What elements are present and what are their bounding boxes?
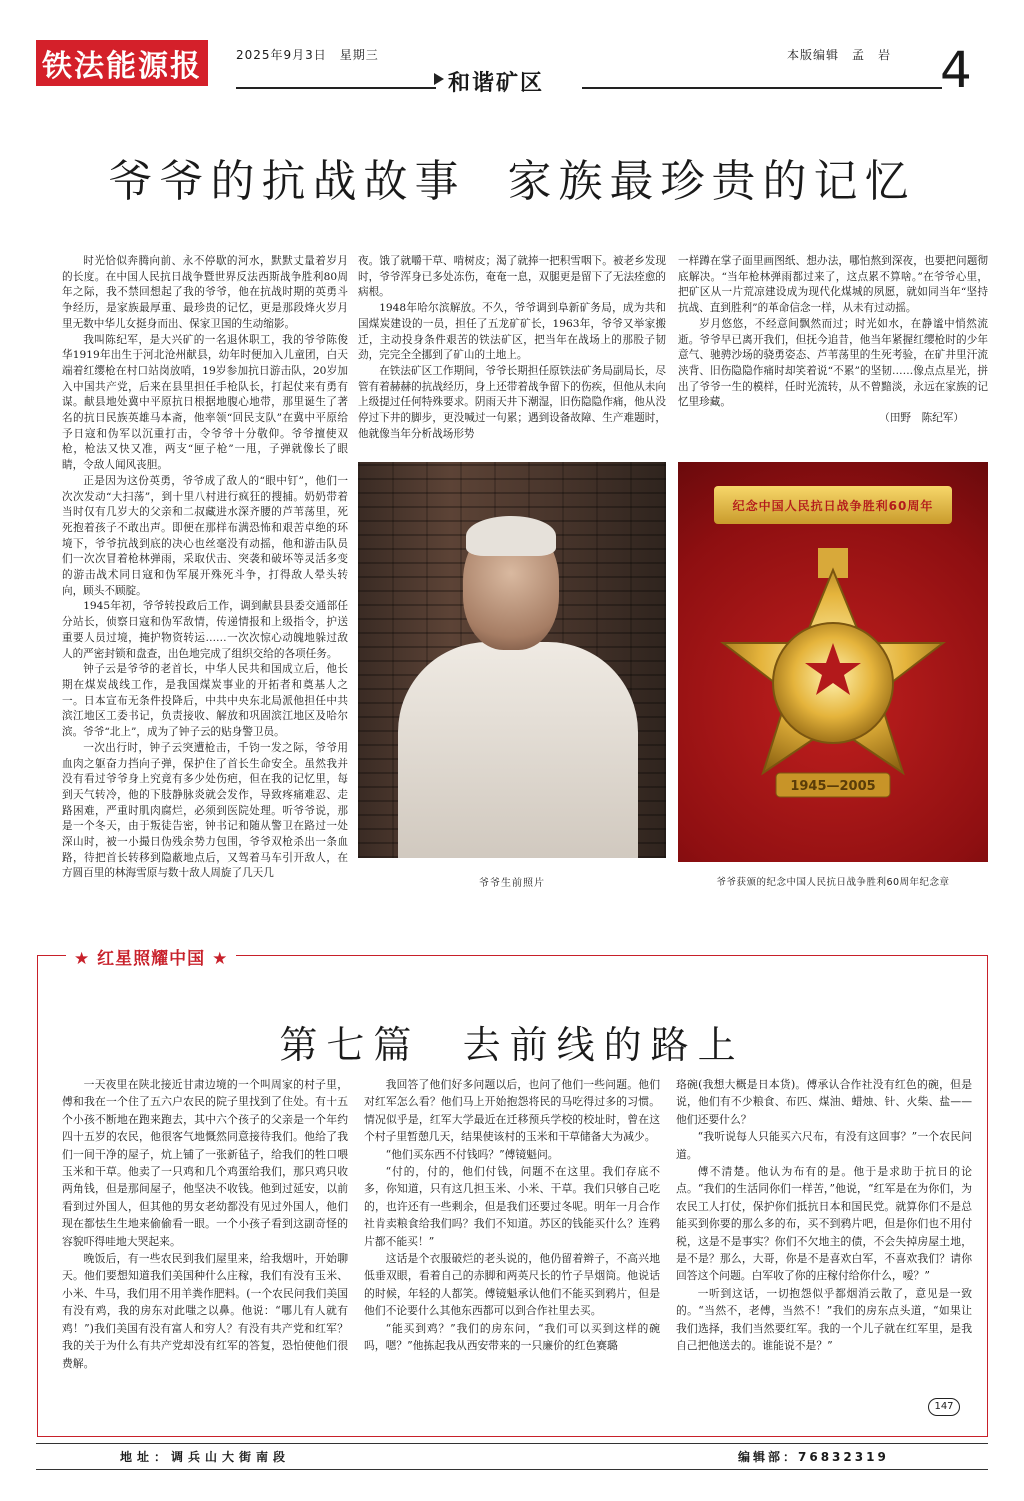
series-title: 第七篇 去前线的路上 [279,1023,745,1067]
paragraph: 一样蹲在掌子面里画图纸、想办法，哪怕熬到深夜，也要把问题彻底解决。“当年枪林弹雨都过来了，这点累不算啥。”在爷爷心里，把矿区从一片荒凉建设成为现代化煤城的夙愿，就如同当年“坚持抗战、直到胜利”的革命信念一样，从未有过动摇。 [678,255,988,315]
paragraph: 我回答了他们好多问题以后，也问了他们一些问题。他们对红军怎么看？他们马上开始抱怨将民的马吃得过多的习惯。情况似乎是，红军大学最近在迁移预兵学校的校址时，曾在这个村子里暂憩几天，结果使该村的玉米和干草储备大为减少。 [364,1078,660,1144]
paragraph: 1948年哈尔滨解放。不久，爷爷调到阜新矿务局，成为共和国煤炭建设的一员，担任了五龙矿矿长，1963年，爷爷又举家搬迁，主动投身条件艰苦的铁法矿区，把当年在战场上的那股子韧劲，完完全全挪到了矿山的土地上。 [358,302,666,362]
article-signature: （田野 陈纪军） [879,412,964,425]
issue-date: 2025年9月3日 星期三 [236,48,379,62]
header-rule-left [236,87,436,89]
page-number: 4 [940,41,972,99]
paragraph: 1945年初，爷爷转投政后工作，调到献县县委交通部任分站长，侦察日寇和伪军敌情，传递情报和上级指令，护送重要人员过境，掩护物资转运……一次次惊心动魄地躲过敌人的严密封锁和盘查，出色地完成了组织交给的各项任务。 [62,600,348,660]
medal-ribbon: 纪念中国人民抗日战争胜利60周年 [714,486,952,524]
paragraph: 珞碗(我想大概是日本货)。傅承认合作社没有红色的碗，但是说，他们有不少粮食、布匹、煤油、蜡烛、针、火柴、盐——他们还要什么？ [676,1078,972,1126]
footer-address: 地址：调兵山大街南段 [120,1450,291,1464]
grandpa-photo [358,462,666,858]
page-editor: 本版编辑 孟 岩 [787,48,892,62]
article-headline: 爷爷的抗战故事 家族最珍贵的记忆 [108,156,916,207]
paragraph: 我叫陈纪军，是大兴矿的一名退休职工，我的爷爷陈俊华1919年出生于河北沧州献县，幼年时便加入儿童团，白天端着红缨枪在村口站岗放哨，19岁参加抗日游击队，20岁加入中国共产党，后来在县里担任手枪队长，打起仗来有勇有谋。献县地处冀中平原抗日根据地腹心地带，那里诞生了著名的抗日民族英雄马本斋，他率领“回民支队”在冀中平原给予日寇和伪军以沉重打击，令爷爷十分敬仰。爷爷擅使双枪，枪法又快又准，两支“匣子枪”一甩，子弹就像长了眼睛，令敌人闻风丧胆。 [62,333,348,472]
series-label: ★ 红星照耀中国 ★ [66,944,236,969]
paragraph: 在铁法矿区工作期间，爷爷长期担任原铁法矿务局副局长，尽管有着赫赫的抗战经历，身上还带着战争留下的伤疾，但他从未向上级提过任何特殊要求。阴雨天井下潮湿，旧伤隐隐作痛，他从没停过下井的脚步，更没喊过一句累；遇到设备故障、生产难题时，他就像当年分析战场形势 [358,364,666,440]
paragraph: 钟子云是爷爷的老首长，中华人民共和国成立后，他长期在煤炭战线工作，是我国煤炭事业的开拓者和奠基人之一。日本宣布无条件投降后，中共中央东北局派他担任中共滨江地区工委书记，负责接收、解放和巩固滨江地区及哈尔滨。爷爷“北上”，成为了钟子云的贴身警卫员。 [62,663,348,739]
paragraph: 一听到这话，一切抱怨似乎都烟消云散了，意见是一致的。“当然不，老傅，当然不！”我们的房东点头道，“如果让我们选择，我们当然要红军。我的一个儿子就在红军里，是我自己把他送去的。谁能说不是？” [676,1286,972,1353]
medal-caption-box [678,862,988,896]
paragraph: 一天夜里在陕北接近甘肃边境的一个叫周家的村子里，傅和我在一个住了五六户农民的院子里找到了住处。有十五个小孩不断地在跑来跑去，其中六个孩子的父亲是一个年约四十五岁的农民，他很客气地慨然同意接待我们。他给了我们一间干净的屋子，炕上铺了一张新毡子，给我们的牲口喂玉米和干草。他卖了一只鸡和几个鸡蛋给我们，那只鸡只收两角钱，但是那间屋子，他坚决不收钱。他到过延安，以前看到过外国人，但其他的男女老幼都没有见过外国人，他们现在都怯生生地来偷偷看一眼。一个小孩子看到这副奇怪的容貌吓得哇地大哭起来。 [62,1078,348,1248]
footer-rule-bottom [36,1469,988,1470]
paragraph: “我听说每人只能买六尺布，有没有这回事？”一个农民问道。 [676,1130,972,1161]
chapter-number-badge: 147 [928,1398,960,1416]
medal-photo-caption: 爷爷获颁的纪念中国人民抗日战争胜利60周年纪念章 [716,877,950,888]
series-column-1 [62,1076,348,1416]
paragraph: 时光恰似奔腾向前、永不停歇的河水，默默丈量着岁月的长度。在中国人民抗日战争暨世界反法西斯战争胜利80周年之际，我不禁回想起了我的爷爷，他在抗战时期的英勇斗争经历，是家族最厚重、最珍贵的记忆，更是那段烽火岁月里无数中华儿女挺身而出、保家卫国的生动缩影。 [62,255,348,330]
masthead-logo: 铁法能源报 [36,40,208,86]
paragraph: 岁月悠悠，不经意间飘然而过；时光如水，在静谧中悄然流逝。爷爷早已离开我们，但抚今追昔，他当年紧握红缨枪时的少年意气、驰骋沙场的骁勇姿态、芦苇荡里的生死考验，在矿井里汗流浃背、旧伤隐隐作痛时却笑着说“不累”的坚韧……像点点星光，拼出了爷爷一生的模样，任时光流转，从不曾黯淡，永远在家族的记忆里珍藏。 [678,317,988,409]
medal-years: 1945—2005 [790,779,876,794]
person-shirt [398,642,638,858]
header-rule-right [582,87,942,89]
article-column-2 [358,254,666,449]
article-column-3 [678,254,988,449]
paragraph: 正是因为这份英勇，爷爷成了敌人的“眼中钉”，他们一次次发动“大扫荡”，到十里八村进行疯狂的搜捕。奶奶带着当时仅有几岁大的父亲和二叔藏进水深齐腰的芦苇荡里，死死抱着孩子不敢出声。即便在那样布满恐怖和艰苦卓绝的环境下，爷爷抗战到底的决心也丝毫没有动摇，他和游击队员们一次次冒着枪林弹雨，采取伏击、突袭和破坏等灵活多变的游击战术同日寇和伪军展开殊死斗争，打得敌人晕头转向，顾头不顾腚。 [62,474,348,597]
paragraph: “他们买东西不付钱吗？”傅镜魁问。 [385,1147,559,1161]
series-column-3 [676,1076,972,1398]
paragraph: 这话是个衣服破烂的老头说的，他仍留着辫子，不高兴地低垂双眼，看着自己的赤脚和两英尺长的竹子旱烟筒。他说话的时候，年轻的人都笑。傅镜魁承认他们不能买到鸦片，但是他们不论要什么其他东西都可以到合作社里去买。 [364,1252,660,1318]
medal-star-icon [698,548,968,848]
person-hair [466,516,556,556]
paragraph: “能买到鸡？”我们的房东问，“我们可以买到这样的碗吗，嗯？”他拣起我从西安带来的一只廉价的红色赛璐 [364,1321,660,1353]
article-column-1 [62,254,348,894]
medal-photo [678,462,988,862]
paragraph: 夜。饿了就嚼干草、啃树皮；渴了就捧一把积雪咽下。被老乡发现时，爷爷浑身已多处冻伤，奄奄一息，双腿更是留下了无法痊愈的病根。 [358,255,666,299]
grandpa-photo-caption: 爷爷生前照片 [479,878,545,889]
paragraph: 一次出行时，钟子云突遭枪击，千钧一发之际，爷爷用血肉之躯奋力挡向子弹，保护住了首长生命安全。虽然我并没有看过爷爷身上究竟有多少处伤疤，但在我的记忆里，每到天气转冷，他的下肢静脉炎就会发作，导致疼痛难忍、走路困难，严重时肌肉腐烂，必须到医院处理。听爷爷说，那是一个冬天，由于叛徒告密，钟书记和随从警卫在路过一处深山时，被一小撮日伪残余势力包围，爷爷双枪杀出一条血路，待把首长转移到隐蔽地点后，又驾着马车引开敌人，在方圆百里的林海雪原与数十敌人周旋了几天几 [62,741,348,880]
paragraph: “付的，付的，他们付钱，问题不在这里。我们存底不多，你知道，只有这几担玉米、小米、干草。我们只够自己吃的，也许还有一些剩余，但是我们还要过冬呢。明年一月合作社肯卖粮食给我们吗？我们不知道。苏区的钱能买什么？连鸦片都不能买！” [364,1165,660,1248]
paragraph: 傅不清楚。他认为布有的是。他于是求助于抗日的论点。“我们的生活同你们一样苦，”他说，“红军是在为你们，为农民工人打仗，保护你们抵抗日本和国民党。就算你们不是总能买到你要的那么多的布，买不到鸦片吧，但是你们也不用付税，这是不是事实？你们不欠地主的债，不会失掉房屋土地，是不是？那么，大哥，你是不是喜欢白军，不喜欢我们？请你回答这个问题。白军收了你的庄稼付给你什么，嗳？” [676,1165,972,1283]
footer-editorial: 编辑部：76832319 [738,1450,889,1464]
section-title: 和谐矿区 [448,66,544,97]
series-column-2 [364,1076,660,1416]
paragraph: 晚饭后，有一些农民到我们屋里来，给我烟叶，开始聊天。他们要想知道我们美国种什么庄稼，我们有没有玉米、小米、牛马，我们用不用羊粪作肥料。(一个农民问我们美国有没有鸡，我的房东对此嗤之以鼻。他说：“哪儿有人就有鸡！”)我们美国有没有富人和穷人？有没有共产党和红军？我的关于为什么有共产党却没有红军的答复，恐怕使他们很费解。 [62,1252,348,1370]
footer-rule-top [36,1443,988,1444]
grandpa-caption-box [358,860,666,896]
